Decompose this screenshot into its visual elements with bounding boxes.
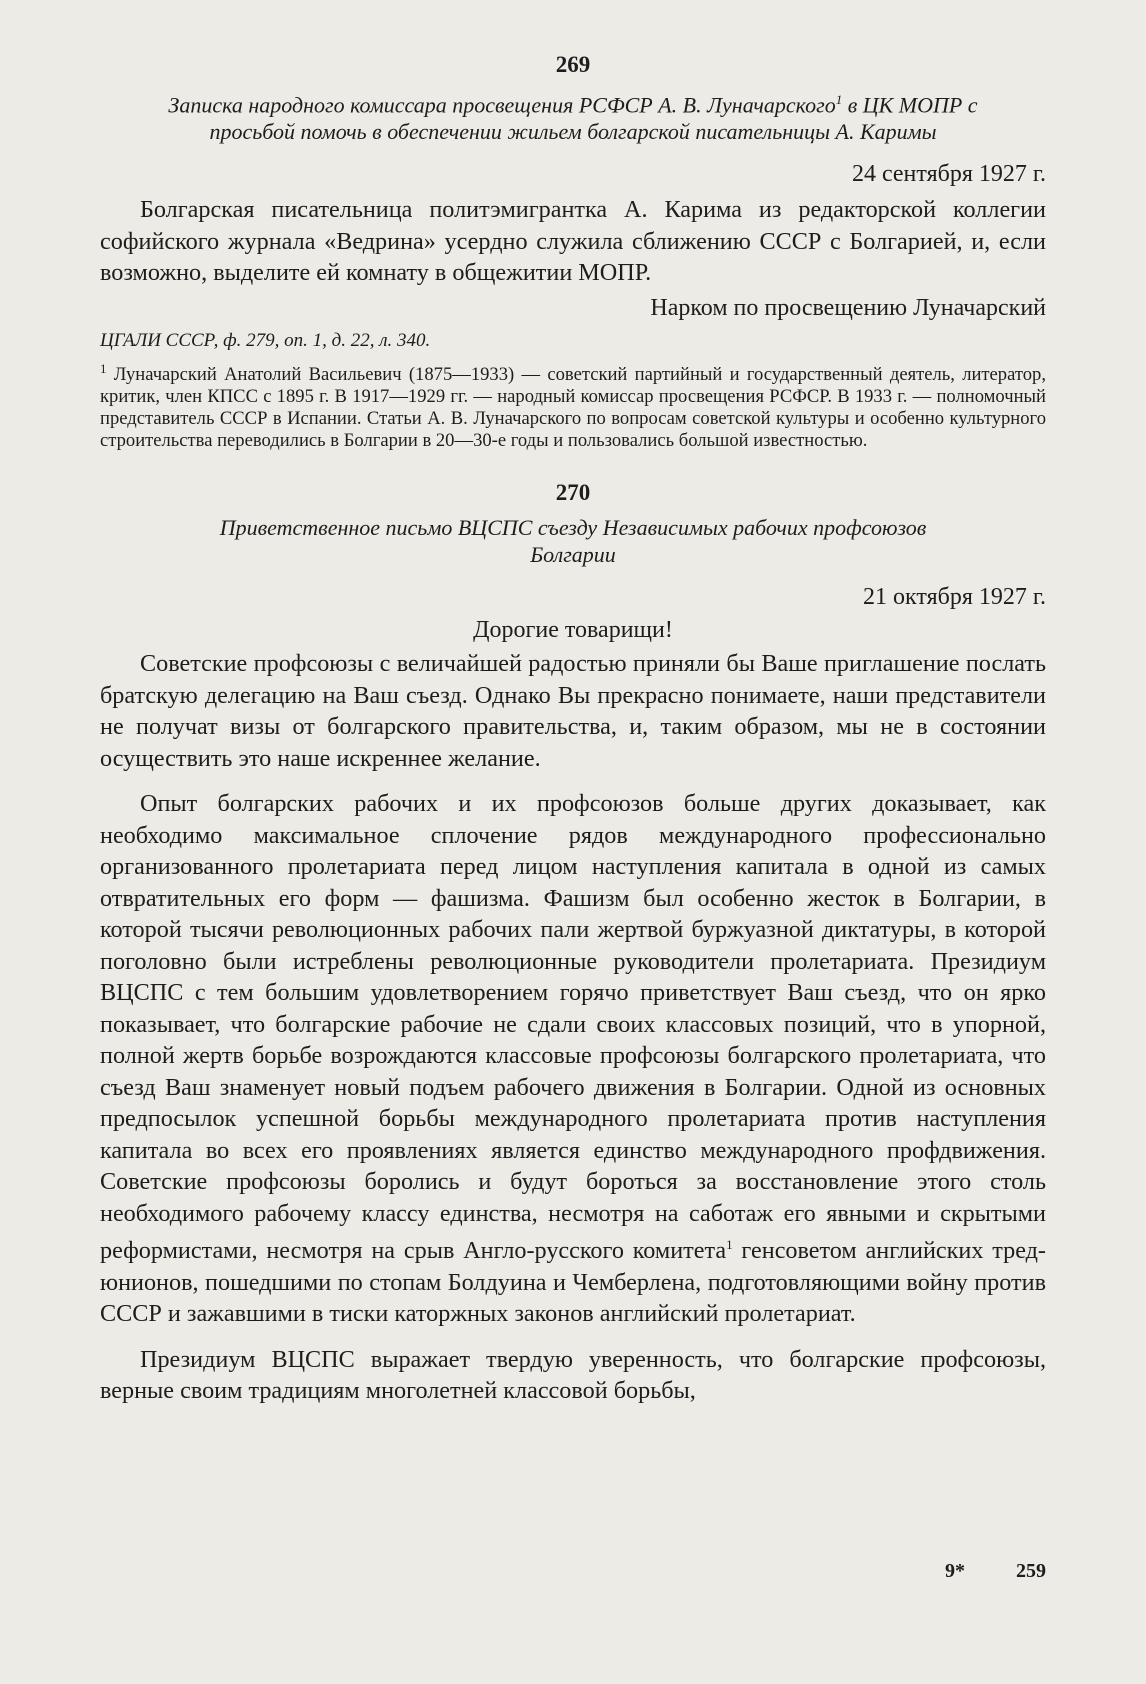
title-footnote-mark: 1 — [835, 92, 843, 107]
paragraph-2-footnote-mark: 1 — [726, 1237, 733, 1253]
archive-source-269: ЦГАЛИ СССР, ф. 279, оп. 1, д. 22, л. 340. — [100, 329, 431, 351]
footnote-text: Луначарский Анатолий Васильевич (1875—1933) — советский партийный и государственный деятель, литератор, критик, член КПСС с 1895 г. В 1917—1929 гг. — народный комиссар просвещения РСФСР. В 1933 г. — полномочный представитель СССР в Испании. Статьи А. В. Луначарского по вопросам советской культуры и особенно культурного строительства переводились в Болгарии в 20—30-е годы и пользовались большой известностью. — [100, 364, 1046, 452]
paragraph-1: Советские профсоюзы с величайшей радостью приняли бы Ваше приглашение послать братскую делегацию на Ваш съезд. Однако Вы прекрасно понимаете, наши представители не получат визы от болгарского правительства, и, таким образом, мы не в состоянии осуществить это наше искреннее желание. — [100, 650, 1046, 772]
paragraph-3: Президиум ВЦСПС выражает твердую уверенность, что болгарские профсоюзы, верные своим традициям многолетней классовой борьбы, — [100, 1345, 1046, 1405]
footnote-mark: 1 — [100, 360, 107, 376]
page-number: 259 — [1016, 1560, 1046, 1582]
document-number-269: 269 — [555, 52, 591, 77]
title-part-2: в ЦК МОПР с просьбой помочь в обеспечении жильем болгарской писательницы А. Каримы — [209, 92, 978, 145]
document-body-269: Болгарская писательница политэмигрантка А. Карима из редакторской коллегии софийского журнала «Ведрина» усердно служила сближению СССР с Болгарией, и, если возможно, выделите ей комнату в общежитии МОПР. — [100, 196, 1046, 287]
paragraph-2-part-b: генсоветом английских тред-юнионов, пошедшими по стопам Болдуина и Чемберлена, подготовляющими войну против СССР и зажавшими в тиски каторжных законов английский пролетариат. — [100, 1237, 1046, 1328]
signature-mark: 9* — [945, 1560, 965, 1582]
document-title-270: Приветственное письмо ВЦСПС съезду Независимых рабочих профсоюзов Болгарии — [219, 515, 927, 568]
document-number-270: 270 — [555, 480, 591, 506]
title-part-1: Записка народного комиссара просвещения РСФСР А. В. Луначарского — [168, 92, 836, 118]
document-date-269: 24 сентября 1927 г. — [851, 161, 1046, 188]
page — [100, 52, 1046, 1407]
page-footer — [899, 1560, 1046, 1583]
document-title-269 — [160, 86, 986, 145]
greeting: Дорогие товарищи! — [473, 617, 673, 644]
document-date-270: 21 октября 1927 г. — [863, 584, 1046, 611]
footnote-269 — [100, 358, 1046, 452]
paragraph-2 — [100, 788, 1046, 1330]
paragraph-2-part-a: Опыт болгарских рабочих и их профсоюзов больше других доказывает, как необходимо максимальное сплочение рядов международного профессионально организованного пролетариата перед лицом наступления капитала в одной из самых отвратительных его форм — фашизма. Фашизм был особенно жесток в Болгарии, в которой тысячи революционных рабочих пали жертвой буржуазной диктатуры, в которой поголовно были истреблены революционные руководители пролетариата. Президиум ВЦСПС с тем большим удовлетворением горячо приветствует Ваш съезд, что он ярко показывает, что болгарские рабочие не сдали своих классовых позиций, что в упорной, полной жертв борьбе возрождаются классовые профсоюзы болгарского пролетариата, что съезд Ваш знаменует новый подъем рабочего движения в Болгарии. Одной из основных предпосылок успешной борьбы международного пролетариата против наступления капитала во всех его проявлениях является единство международного профдвижения. Советские профсоюзы боролись и будут бороться за восстановление этого столь необходимого рабочему классу единства, несмотря на саботаж его явными и скрытыми реформистами, несмотря на срыв Англо-русского комитета — [100, 790, 1046, 1265]
signature-269: Нарком по просвещению Луначарский — [650, 294, 1046, 321]
